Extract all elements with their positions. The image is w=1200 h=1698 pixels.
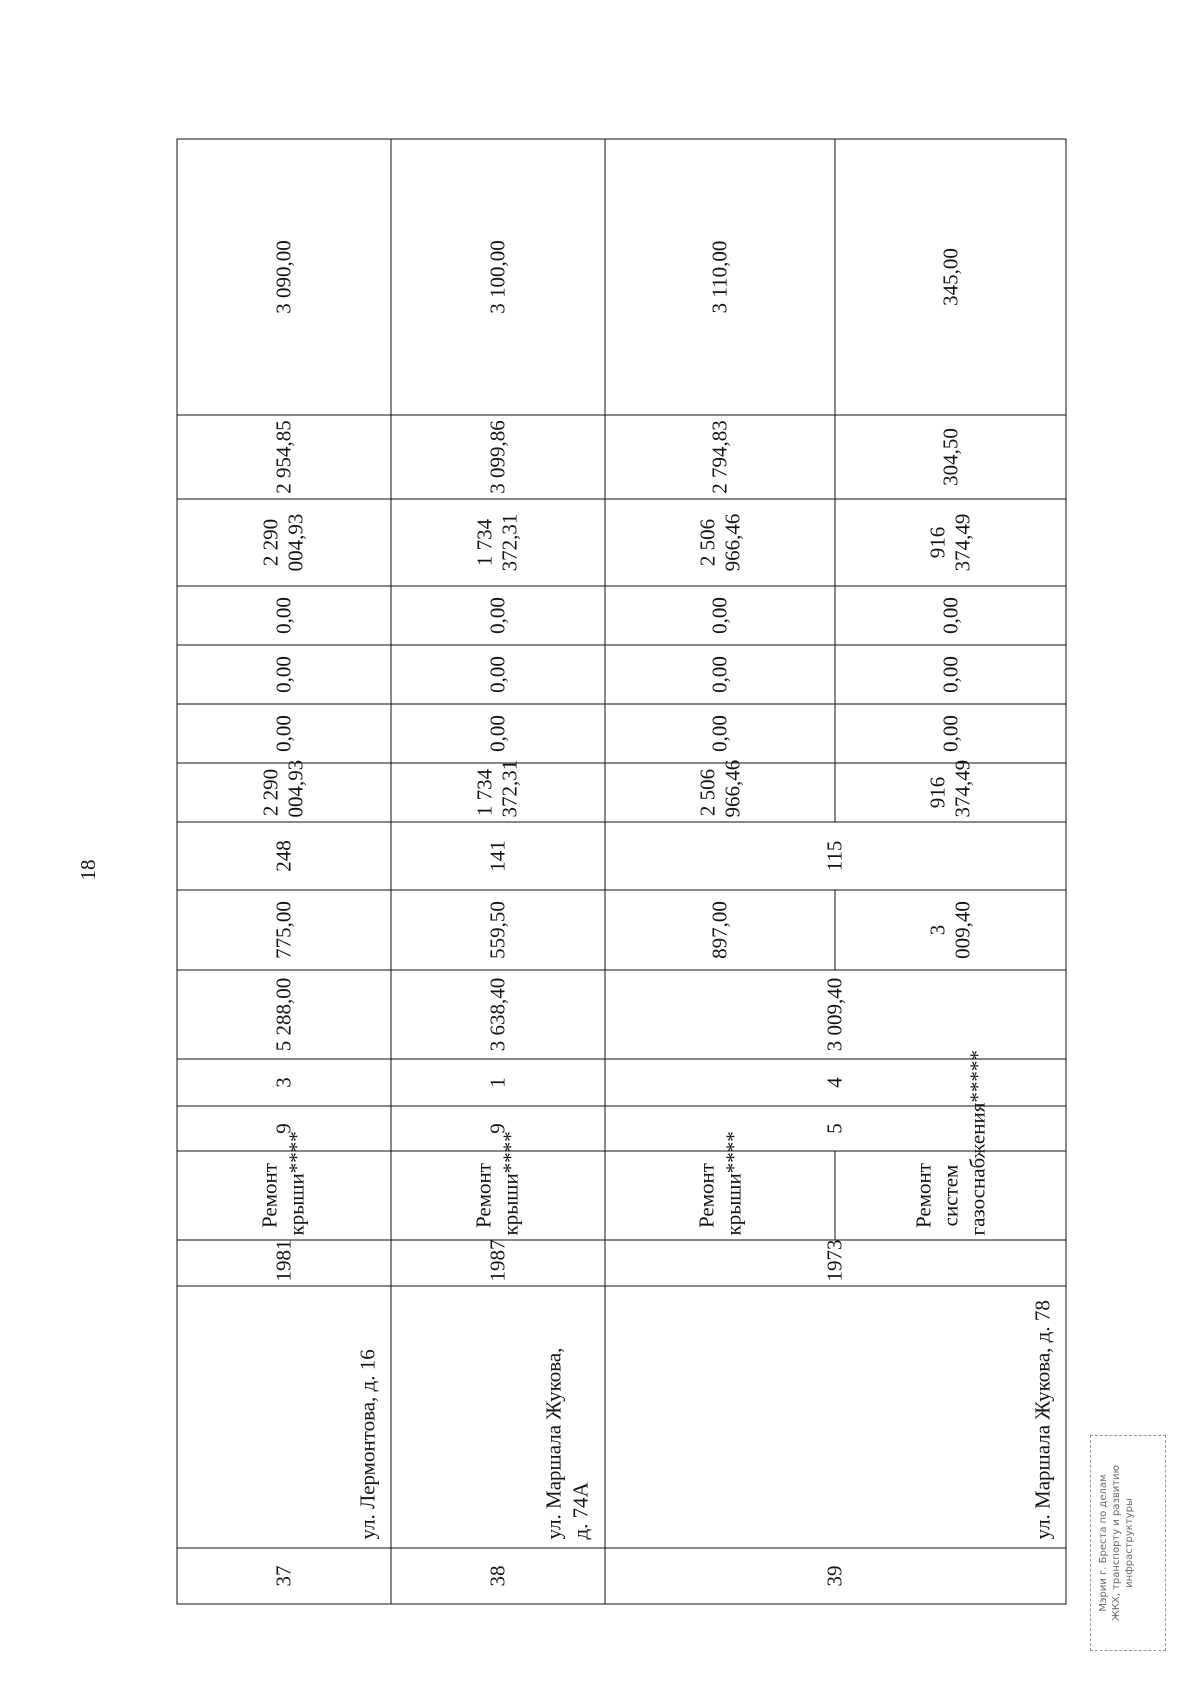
cell-residents: 248 — [177, 822, 391, 890]
cell-cost-source-1: 0,00 — [391, 704, 605, 763]
stamp-line: Мэрии г. Бреста по делам — [1098, 1474, 1109, 1612]
table-wrapper — [177, 140, 1067, 1605]
cell-total-area: 5 288,00 — [177, 970, 391, 1059]
cell-cost-source-1: 0,00 — [177, 704, 391, 763]
cell-unit-cost-limit: 3 100,00 — [391, 139, 605, 415]
cell-cost-source-1: 0,00 — [835, 704, 1066, 763]
work-line: Ремонт систем — [911, 1163, 963, 1228]
cell-cost-source-4: 2 506 966,46 — [605, 499, 836, 586]
cell-work-volume: 3 009,40 — [835, 890, 1066, 970]
cell-entrances: 3 — [177, 1059, 391, 1106]
table-row — [177, 139, 391, 1604]
cell-unit-cost-limit: 3 090,00 — [177, 139, 391, 415]
work-line: газоснабжения***** — [965, 1050, 990, 1236]
cell-cost-source-4: 2 290 004,93 — [177, 499, 391, 586]
cell-cost-total: 916 374,49 — [835, 763, 1066, 822]
cell-cost-total: 2 506 966,46 — [605, 763, 836, 822]
cell-unit-cost: 304,50 — [835, 415, 1066, 499]
cell-address: ул. Лермонтова, д. 16 — [177, 1286, 391, 1548]
cell-year: 1981 — [177, 1240, 391, 1286]
cell-cost-source-2: 0,00 — [391, 645, 605, 704]
page-number: 18 — [76, 859, 100, 881]
cell-floors: 5 — [605, 1106, 1066, 1151]
cell-work-type: Ремонт крыши**** — [177, 1151, 391, 1240]
cell-cost-source-2: 0,00 — [177, 645, 391, 704]
cell-floors: 9 — [177, 1106, 391, 1151]
rotated-table-area — [176, 140, 1066, 1605]
cell-number: 39 — [605, 1548, 1066, 1604]
table-row — [391, 139, 605, 1604]
cell-unit-cost: 2 794,83 — [605, 415, 836, 499]
cell-residents: 141 — [391, 822, 605, 890]
stamp-line: ЖКХ, транспорту и развитию — [1111, 1465, 1122, 1621]
cell-unit-cost: 2 954,85 — [177, 415, 391, 499]
cell-address: ул. Маршала Жукова, д. 78 — [605, 1286, 1066, 1548]
repair-schedule-table — [177, 139, 1067, 1605]
cell-year: 1973 — [605, 1240, 1066, 1286]
cell-cost-source-2: 0,00 — [605, 645, 836, 704]
cell-unit-cost: 3 099,86 — [391, 415, 605, 499]
cell-residents: 115 — [605, 822, 1066, 890]
cell-cost-source-4: 916 374,49 — [835, 499, 1066, 586]
cell-cost-source-1: 0,00 — [605, 704, 836, 763]
cell-unit-cost-limit: 3 110,00 — [605, 139, 836, 415]
cell-address — [391, 1286, 605, 1548]
cell-cost-source-3: 0,00 — [177, 586, 391, 645]
stamp-text — [1091, 1436, 1165, 1650]
cell-number: 38 — [391, 1548, 605, 1604]
cell-cost-total: 2 290 004,93 — [177, 763, 391, 822]
cell-cost-source-3: 0,00 — [391, 586, 605, 645]
cell-cost-source-3: 0,00 — [605, 586, 836, 645]
cell-year: 1987 — [391, 1240, 605, 1286]
cell-cost-source-3: 0,00 — [835, 586, 1066, 645]
stamp-line: инфраструктуры — [1124, 1498, 1135, 1588]
cell-total-area: 3 638,40 — [391, 970, 605, 1059]
address-line: ул. Маршала Жукова, — [541, 1347, 566, 1540]
cell-number: 37 — [177, 1548, 391, 1604]
cell-floors: 9 — [391, 1106, 605, 1151]
address-line: д. 74А — [568, 1482, 593, 1540]
approval-stamp — [1090, 1435, 1166, 1651]
cell-work-type: Ремонт крыши**** — [605, 1151, 836, 1240]
cell-unit-cost-limit: 345,00 — [835, 139, 1066, 415]
cell-work-volume: 559,50 — [391, 890, 605, 970]
cell-work-type: Ремонт крыши**** — [391, 1151, 605, 1240]
cell-cost-source-2: 0,00 — [835, 645, 1066, 704]
table-row — [605, 139, 836, 1604]
cell-work-volume: 897,00 — [605, 890, 836, 970]
cell-total-area: 3 009,40 — [605, 970, 1066, 1059]
cell-entrances: 4 — [605, 1059, 1066, 1106]
cell-work-type — [835, 1050, 1066, 1240]
cell-cost-total: 1 734 372,31 — [391, 763, 605, 822]
cell-entrances: 1 — [391, 1059, 605, 1106]
cell-cost-source-4: 1 734 372,31 — [391, 499, 605, 586]
cell-work-volume: 775,00 — [177, 890, 391, 970]
